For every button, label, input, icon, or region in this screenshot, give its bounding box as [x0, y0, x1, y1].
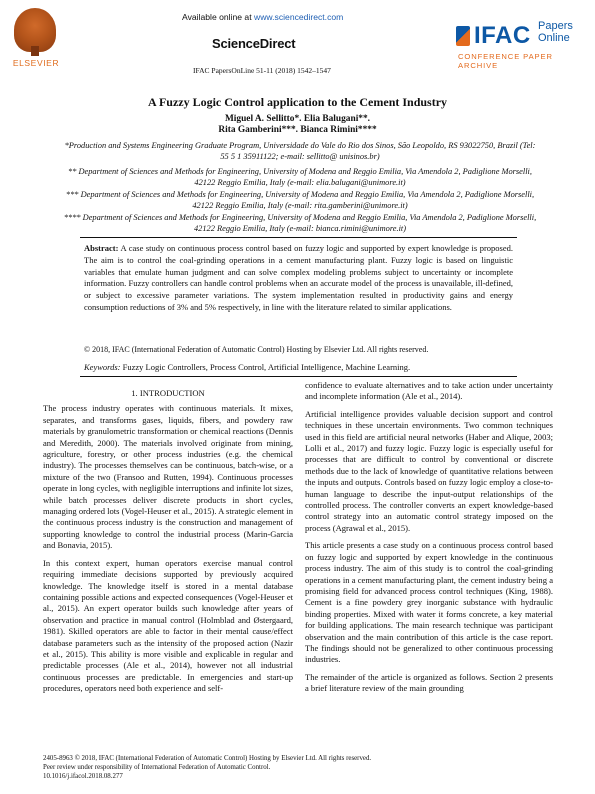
affiliation-3: *** Department of Sciences and Methods for Engineering, University of Modena and Reggio Emilia, Via Amendola 2, Padiglione Morselli, 42122 Reggio Emilia, Italy (e-mail: rita.gamberini@unimore.it)	[65, 190, 535, 210]
paragraph: In this context expert, human operators exercise manual control requiring immediate decisions supported by previously acquired knowledge. The knowledge itself is stored in a mental database containing possible actions and expected consequences (Vogel-Heuser et al., 2015). An expert operator builds such knowledge after years of observation and practice in manual control (Holmblad and Østergaard, 1981). Skilled operators are able to factor in their mental cause/effect database parameters such as the intensity of the proposed action (Nazir et al., 2015). This ability is more visible and explicable in regular and predictable processes (Ale et al., 2014), however not all industrial continuous processes are predictable. In emergencies and start-up procedures, operators need both experience and self-	[43, 557, 293, 694]
ifac-logo-archive: CONFERENCE PAPER ARCHIVE	[458, 52, 553, 70]
affiliation-1: *Production and Systems Engineering Graduate Program, Universidade do Vale do Rio dos Sinos, São Leopoldo, RS 93022750, Brazil (Tel: 55 5 1 35911122; e-mail: sellitto@ unisinos.br)	[64, 141, 536, 161]
ifac-logo-online: Online	[538, 32, 570, 44]
paragraph: Artificial intelligence provides valuable decision support and control techniques in these uncertain environments. Two common techniques used in this field are artificial neural networks (Haber and Alique, 2003; Lolli et al., 2017) and fuzzy logic. Fuzzy logic is especially useful for processes that are difficult to control by conventional or discrete methods due to the lack of knowledge of quantitative relations between the inputs and outputs. Controls based on fuzzy logic employ a close-to-human language to describe the input-output relationships of the controlled process. The controller converts an expert knowledge-based control strategy into an automatic control strategy imposed on the process (Agrawal et al., 2015).	[305, 408, 553, 533]
paragraph: This article presents a case study on a continuous process control based on fuzzy logic and supported by expert knowledge in the continuous process industry. The aim of this study is to control the coal-grinding operations in a cement manufacturing plant, the cement industry being a promising field for advanced process control techniques (King, 1988). Cement is a fine powdery grey inorganic substance with hydraulic binding properties. Mixed with water it forms concrete, a key material for building applications. The main research technique was participant observation and the main contribution of this article is the case report. The findings should not be generalized to other continuous processing industries.	[305, 540, 553, 665]
abstract-label: Abstract:	[84, 243, 119, 253]
ifac-logo-text: IFAC	[474, 22, 531, 49]
abstract	[84, 243, 513, 314]
paper-title: A Fuzzy Logic Control application to the Cement Industry	[147, 95, 448, 109]
keywords-text: Fuzzy Logic Controllers, Process Control, Artificial Intelligence, Machine Learning.	[120, 362, 411, 372]
copyright-line: © 2018, IFAC (International Federation of Automatic Control) Hosting by Elsevier Ltd. All rights reserved.	[84, 345, 429, 354]
authors-line-2: Rita Gamberini***. Bianca Rimini****	[218, 125, 377, 135]
paragraph: The process industry operates with continuous materials. It mixes, separates, and transforms gases, liquids, fibers, and powdery raw materials by granulometric transformation or chemical reactions (Dennis and Meredith, 2000). The materials involved originate from mining, agriculture, forestry, or other process industries (e.g. the chemical industry). The processes themselves can be continuous, batch-wise, or a mixture of the two (Fransoo and Rutten, 1994). Continuous processes operate in long cycles, with negligible interruptions and infinite lot sizes, while batch processes deliver discrete products in short cycles, managing ordered lots (Vogel-Heuser et al., 2015). A strategic element in the continuous process industry is the construction and management of supporting knowledge to control the industrial process (Marin-Garcia and Bonavia, 2015).	[43, 403, 293, 551]
abstract-text: A case study on continuous process control based on fuzzy logic and supported by expert knowledge is proposed. The aim is to control the coal-grinding operations in a cement manufacturing plant. Fuzzy logic is based on linguistic variables that emulate human judgment and can solve complex modeling problems subject to uncertainty or incomplete information. Fuzzy controllers can handle control problems when an accurate model of the process is unavailable, ill-defined, or subject to excessive parameter variations. The system implementation resulted in productivity gains and energy consumption reductions of 3% and 5% respectively, in line with the literature related to similar applications.	[84, 243, 513, 312]
elsevier-label: ELSEVIER	[12, 58, 60, 68]
affiliation-4: **** Department of Sciences and Methods for Engineering, University of Modena and Reggio Emilia, Via Amendola 2, Padiglione Morselli, 42122 Reggio Emilia, Italy (e-mail: bianca.rimini@unimore.it)	[63, 213, 537, 233]
ifac-papersonline-logo	[456, 20, 591, 70]
abstract-top-rule	[80, 237, 517, 238]
affiliation-2: ** Department of Sciences and Methods for Engineering, University of Modena and Reggio Emilia, Via Amendola 2, Padiglione Morselli, 42122 Reggio Emilia, Italy (e-mail: elia.balugani@unimore.it)	[68, 167, 532, 187]
elsevier-logo	[8, 6, 62, 68]
footer-doi[interactable]: 10.1016/j.ifacol.2018.08.277	[43, 773, 123, 780]
right-column	[305, 380, 553, 701]
keywords-label: Keywords:	[84, 362, 121, 372]
sciencedirect-link[interactable]: www.sciencedirect.com	[254, 12, 344, 22]
keywords	[84, 362, 513, 372]
footer-peer-review-line: Peer review under responsibility of International Federation of Automatic Control.	[43, 764, 271, 771]
ifac-logo-papers: Papers	[538, 20, 573, 32]
ifac-logo-icon	[456, 26, 470, 46]
journal-line: IFAC PapersOnLine 51-11 (2018) 1542–1547	[193, 66, 331, 75]
paragraph: confidence to evaluate alternatives and to take action under uncertainty and incomplete information (Ale et al., 2014).	[305, 380, 553, 402]
availability-line	[182, 12, 343, 22]
authors-line-1: Miguel A. Sellitto*. Elia Balugani**.	[224, 114, 371, 124]
footer	[43, 754, 553, 781]
footer-issn-line: 2405-8963 © 2018, IFAC (International Federation of Automatic Control) Hosting by Elsevier Ltd. All rights reserved.	[43, 755, 372, 762]
abstract-bottom-rule	[80, 376, 517, 377]
sciencedirect-title: ScienceDirect	[212, 36, 296, 51]
section-heading-introduction: 1. INTRODUCTION	[131, 388, 205, 398]
left-column	[43, 388, 293, 701]
available-prefix: Available online at	[182, 12, 254, 22]
paragraph: The remainder of the article is organized as follows. Section 2 presents a brief literature review of the main grounding	[305, 671, 553, 694]
